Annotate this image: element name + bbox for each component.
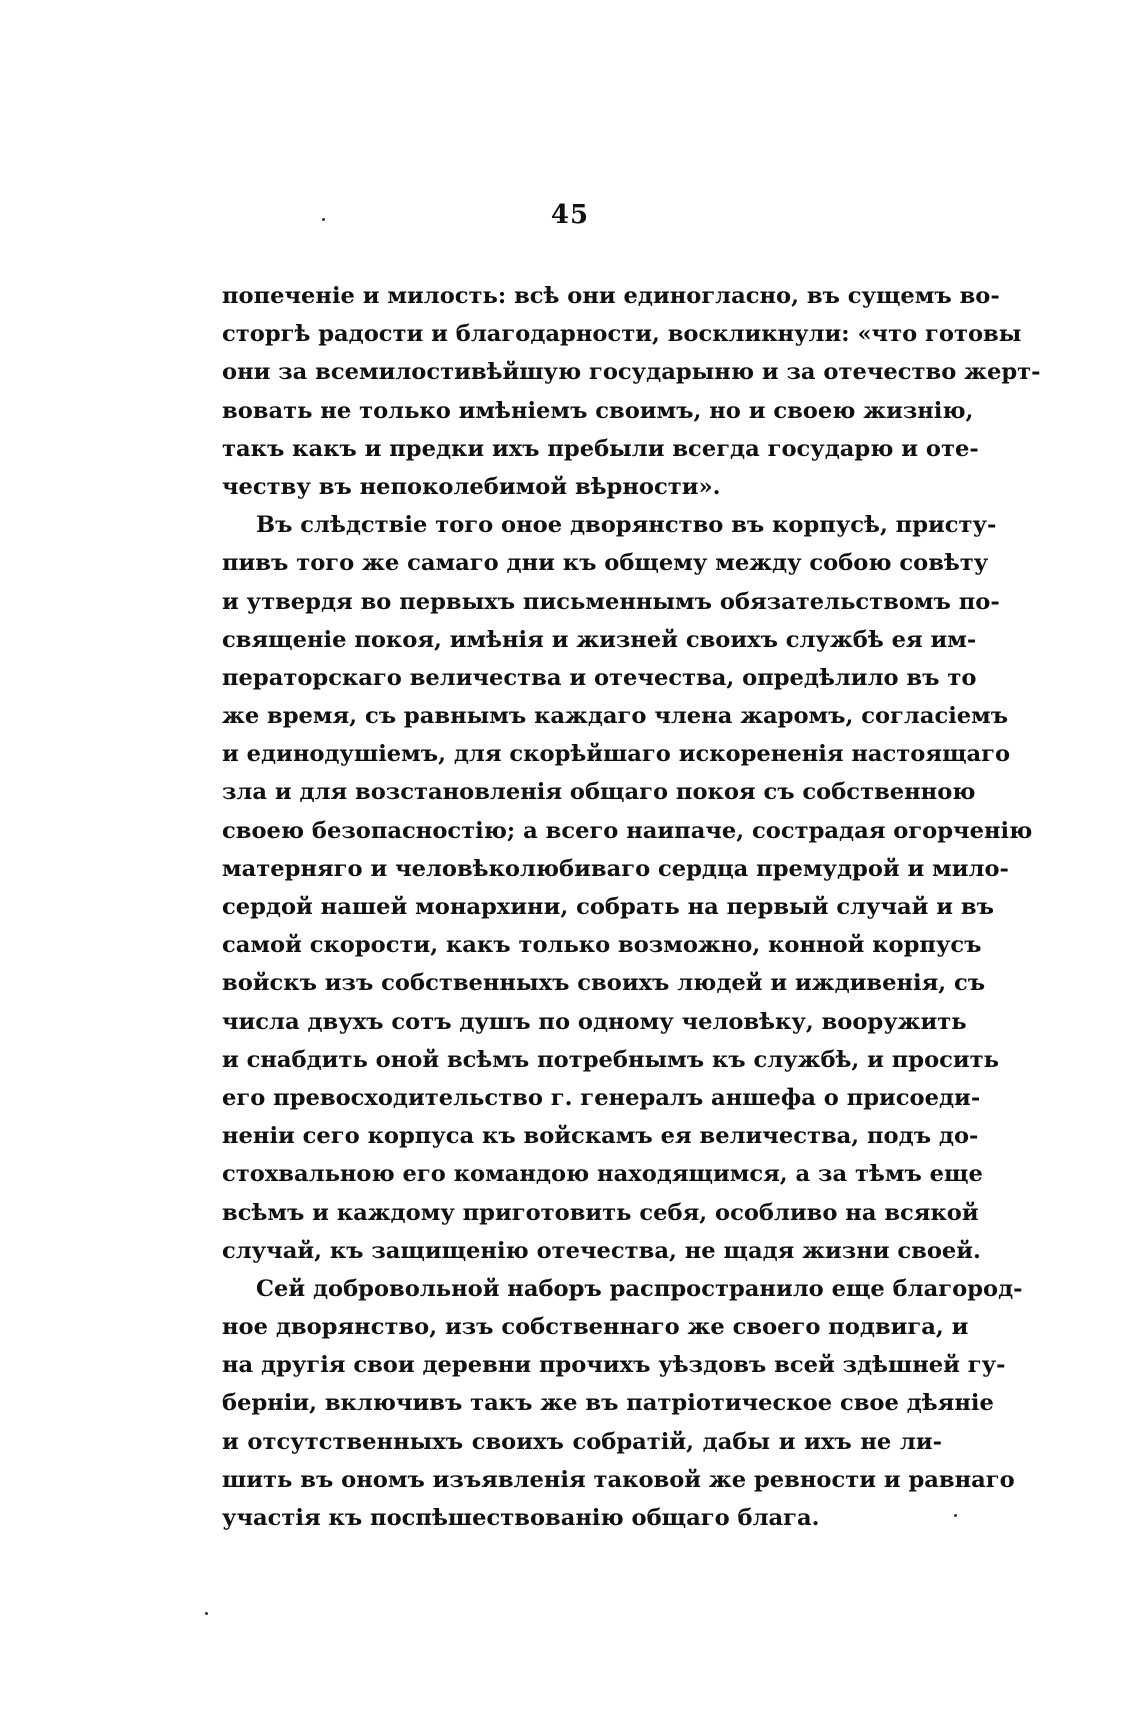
text-line: вовать не только имѣніемъ своимъ, но и своею жизнію, bbox=[222, 397, 974, 424]
text-line: сердой нашей монархини, собрать на первый случай и въ bbox=[222, 894, 994, 920]
text-line: ное дворянство, изъ собственнаго же своего подвига, и bbox=[222, 1314, 969, 1341]
text-line: они за всемилостивѣйшую государыню и за отечество жерт- bbox=[222, 359, 1041, 386]
text-line: и снабдить оной всѣмъ потребнымъ къ службѣ, и просить bbox=[222, 1046, 1000, 1073]
text-line: берніи, включивъ такъ же въ патріотическое свое дѣяніе bbox=[222, 1390, 994, 1417]
text-line: попеченіе и милость: всѣ они единогласно, въ сущемъ во- bbox=[222, 283, 1000, 309]
text-line: ператорскаго величества и отечества, опредѣлило въ то bbox=[222, 664, 977, 691]
text-line: и утвердя во первыхъ письменнымъ обязательствомъ по- bbox=[222, 588, 1000, 615]
text-line: числа двухъ сотъ душъ по одному человѣку, вооружить bbox=[222, 1008, 967, 1035]
text-line: стохвальною его командою находящимся, а за тѣмъ еще bbox=[222, 1161, 983, 1188]
text-line: войскъ изъ собственныхъ своихъ людей и иждивенія, съ bbox=[222, 970, 986, 997]
text-line: самой скорости, какъ только возможно, конной корпусъ bbox=[222, 932, 982, 959]
scan-speck bbox=[205, 1612, 208, 1615]
text-line: своею безопасностію; а всего наипаче, сострадая огорченію bbox=[222, 817, 1033, 844]
text-line: матерняго и человѣколюбиваго сердца премудрой и мило- bbox=[222, 855, 1009, 882]
text-line: пивъ того же самаго дни къ общему между собою совѣту bbox=[222, 550, 989, 577]
scan-speck bbox=[954, 1514, 957, 1517]
text-line: Сей добровольной наборъ распространило еще благород- bbox=[256, 1275, 1023, 1302]
body-text bbox=[222, 277, 1041, 1537]
paragraph bbox=[222, 506, 1033, 1270]
text-line: Въ слѣдствіе того оное дворянство въ корпусѣ, присту- bbox=[256, 512, 997, 539]
text-line: его превосходительство г. генералъ аншефа о присоеди- bbox=[222, 1084, 981, 1111]
text-line: зла и для возстановленія общаго покоя съ собственною bbox=[222, 779, 976, 806]
text-line: шить въ ономъ изъявленія таковой же ревности и равнаго bbox=[222, 1466, 1015, 1493]
text-line: неніи сего корпуса къ войскамъ ея величества, подъ до- bbox=[222, 1123, 979, 1150]
text-line: же время, съ равнымъ каждаго члена жаромъ, согласіемъ bbox=[222, 703, 1009, 730]
text-line: случай, къ защищенію отечества, не щадя жизни своей. bbox=[222, 1237, 981, 1264]
paragraph bbox=[222, 1270, 1023, 1537]
text-line: священіе покоя, имѣнія и жизней своихъ службѣ ея им- bbox=[222, 626, 977, 653]
text-line: участія къ поспѣшествованію общаго блага. bbox=[222, 1505, 820, 1531]
text-line: такъ какъ и предки ихъ пребыли всегда государю и оте- bbox=[222, 435, 979, 462]
scan-speck bbox=[322, 218, 325, 221]
paragraph bbox=[222, 277, 1041, 506]
text-line: и отсутственныхъ своихъ собратій, дабы и ихъ не ли- bbox=[222, 1428, 942, 1455]
text-line: и единодушіемъ, для скорѣйшаго искорененія настоящаго bbox=[222, 741, 1011, 768]
text-line: сторгѣ радости и благодарности, воскликнули: «что готовы bbox=[222, 321, 1022, 348]
text-line: всѣмъ и каждому приготовить себя, особливо на всякой bbox=[222, 1199, 979, 1226]
text-line: на другія свои деревни прочихъ уѣздовъ всей здѣшней гу- bbox=[222, 1352, 1006, 1379]
page-number: 45 bbox=[550, 200, 590, 230]
text-line: честву въ непоколебимой вѣрности». bbox=[222, 473, 721, 500]
